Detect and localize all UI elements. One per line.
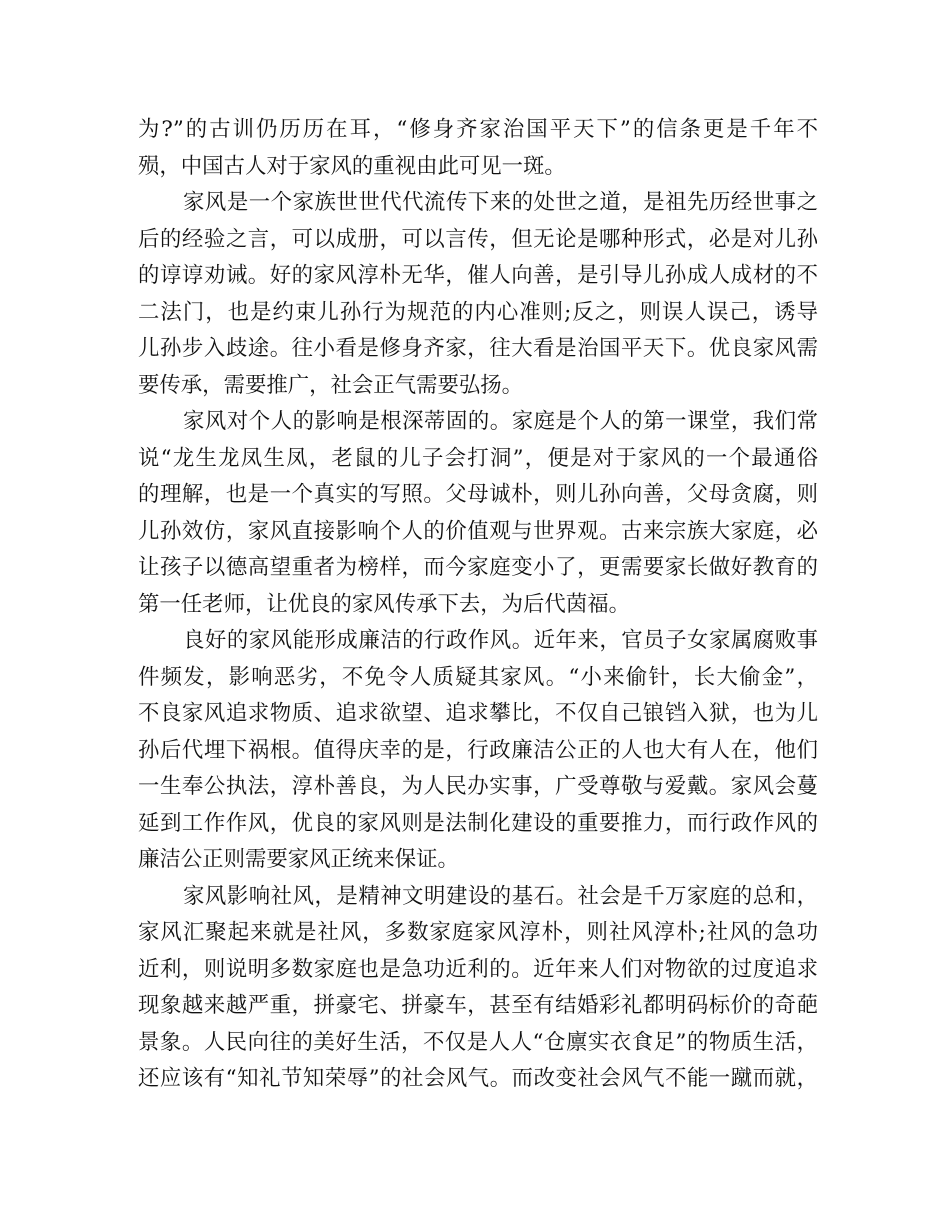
text-line: 为?”的古训仍历历在耳，“修身齐家治国平天下”的信条更是千年不: [138, 117, 818, 142]
paragraph-first-line: 家风是一个家族世世代代流传下来的处世之道，是祖先历经世事之: [183, 190, 818, 215]
text-line: 要传承，需要推广，社会正气需要弘扬。: [138, 372, 524, 398]
text-line: 说“龙生龙凤生凤，老鼠的儿子会打洞”，便是对于家风的一个最通俗: [138, 445, 818, 471]
text-line: 殒，中国古人对于家风的重视由此可见一斑。: [138, 153, 566, 179]
text-line: 的理解，也是一个真实的写照。父母诚朴，则儿孙向善，父母贪腐，则: [138, 482, 818, 507]
text-line: 儿孙效仿，家风直接影响个人的价值观与世界观。古来宗族大家庭，必: [138, 518, 818, 544]
text-line: 儿孙步入歧途。往小看是修身齐家，往大看是治国平天下。优良家风需: [138, 336, 818, 361]
document-body: [138, 112, 818, 1098]
text-line: 二法门，也是约束儿孙行为规范的内心准则;反之，则误人误己，诱导: [138, 299, 818, 325]
text-line: 一生奉公执法，淳朴善良，为人民办实事，广受尊敬与爱戴。家风会蔓: [138, 774, 818, 799]
paragraph-first-line: 良好的家风能形成廉洁的行政作风。近年来，官员子女家属腐败事: [183, 628, 818, 653]
paragraph-first-line: 家风对个人的影响是根深蒂固的。家庭是个人的第一课堂，我们常: [183, 409, 818, 434]
text-line: 后的经验之言，可以成册，可以言传，但无论是哪种形式，必是对儿孙: [138, 226, 818, 252]
paragraph-first-line: 家风影响社风，是精神文明建设的基石。社会是千万家庭的总和，: [183, 883, 818, 909]
text-line: 延到工作作风，优良的家风则是法制化建设的重要推力，而行政作风的: [138, 810, 818, 836]
text-line: 近利，则说明多数家庭也是急功近利的。近年来人们对物欲的过度追求: [138, 956, 818, 982]
text-line: 景象。人民向往的美好生活，不仅是人人“仓廪实衣食足”的物质生活，: [138, 1029, 818, 1055]
text-line: 第一任老师，让优良的家风传承下去，为后代茵福。: [138, 591, 630, 617]
text-line: 孙后代埋下祸根。值得庆幸的是，行政廉洁公正的人也大有人在，他们: [138, 737, 818, 763]
text-line: 家风汇聚起来就是社风，多数家庭家风淳朴，则社风淳朴;社风的急功: [138, 920, 818, 945]
text-line: 件频发，影响恶劣，不免令人质疑其家风。“小来偷针，长大偷金”，: [138, 664, 818, 690]
text-line: 的谆谆劝诫。好的家风淳朴无华，催人向善，是引导儿孙成人成材的不: [138, 263, 818, 288]
text-line: 还应该有“知礼节知荣辱”的社会风气。而改变社会风气不能一蹴而就，: [138, 1066, 818, 1091]
text-line: 不良家风追求物质、追求欲望、追求攀比，不仅自己锒铛入狱，也为儿: [138, 701, 818, 726]
text-line: 廉洁公正则需要家风正统来保证。: [138, 847, 459, 872]
text-line: 现象越来越严重，拼豪宅、拼豪车，甚至有结婚彩礼都明码标价的奇葩: [138, 993, 818, 1018]
text-line: 让孩子以德高望重者为榜样，而今家庭变小了，更需要家长做好教育的: [138, 555, 818, 580]
